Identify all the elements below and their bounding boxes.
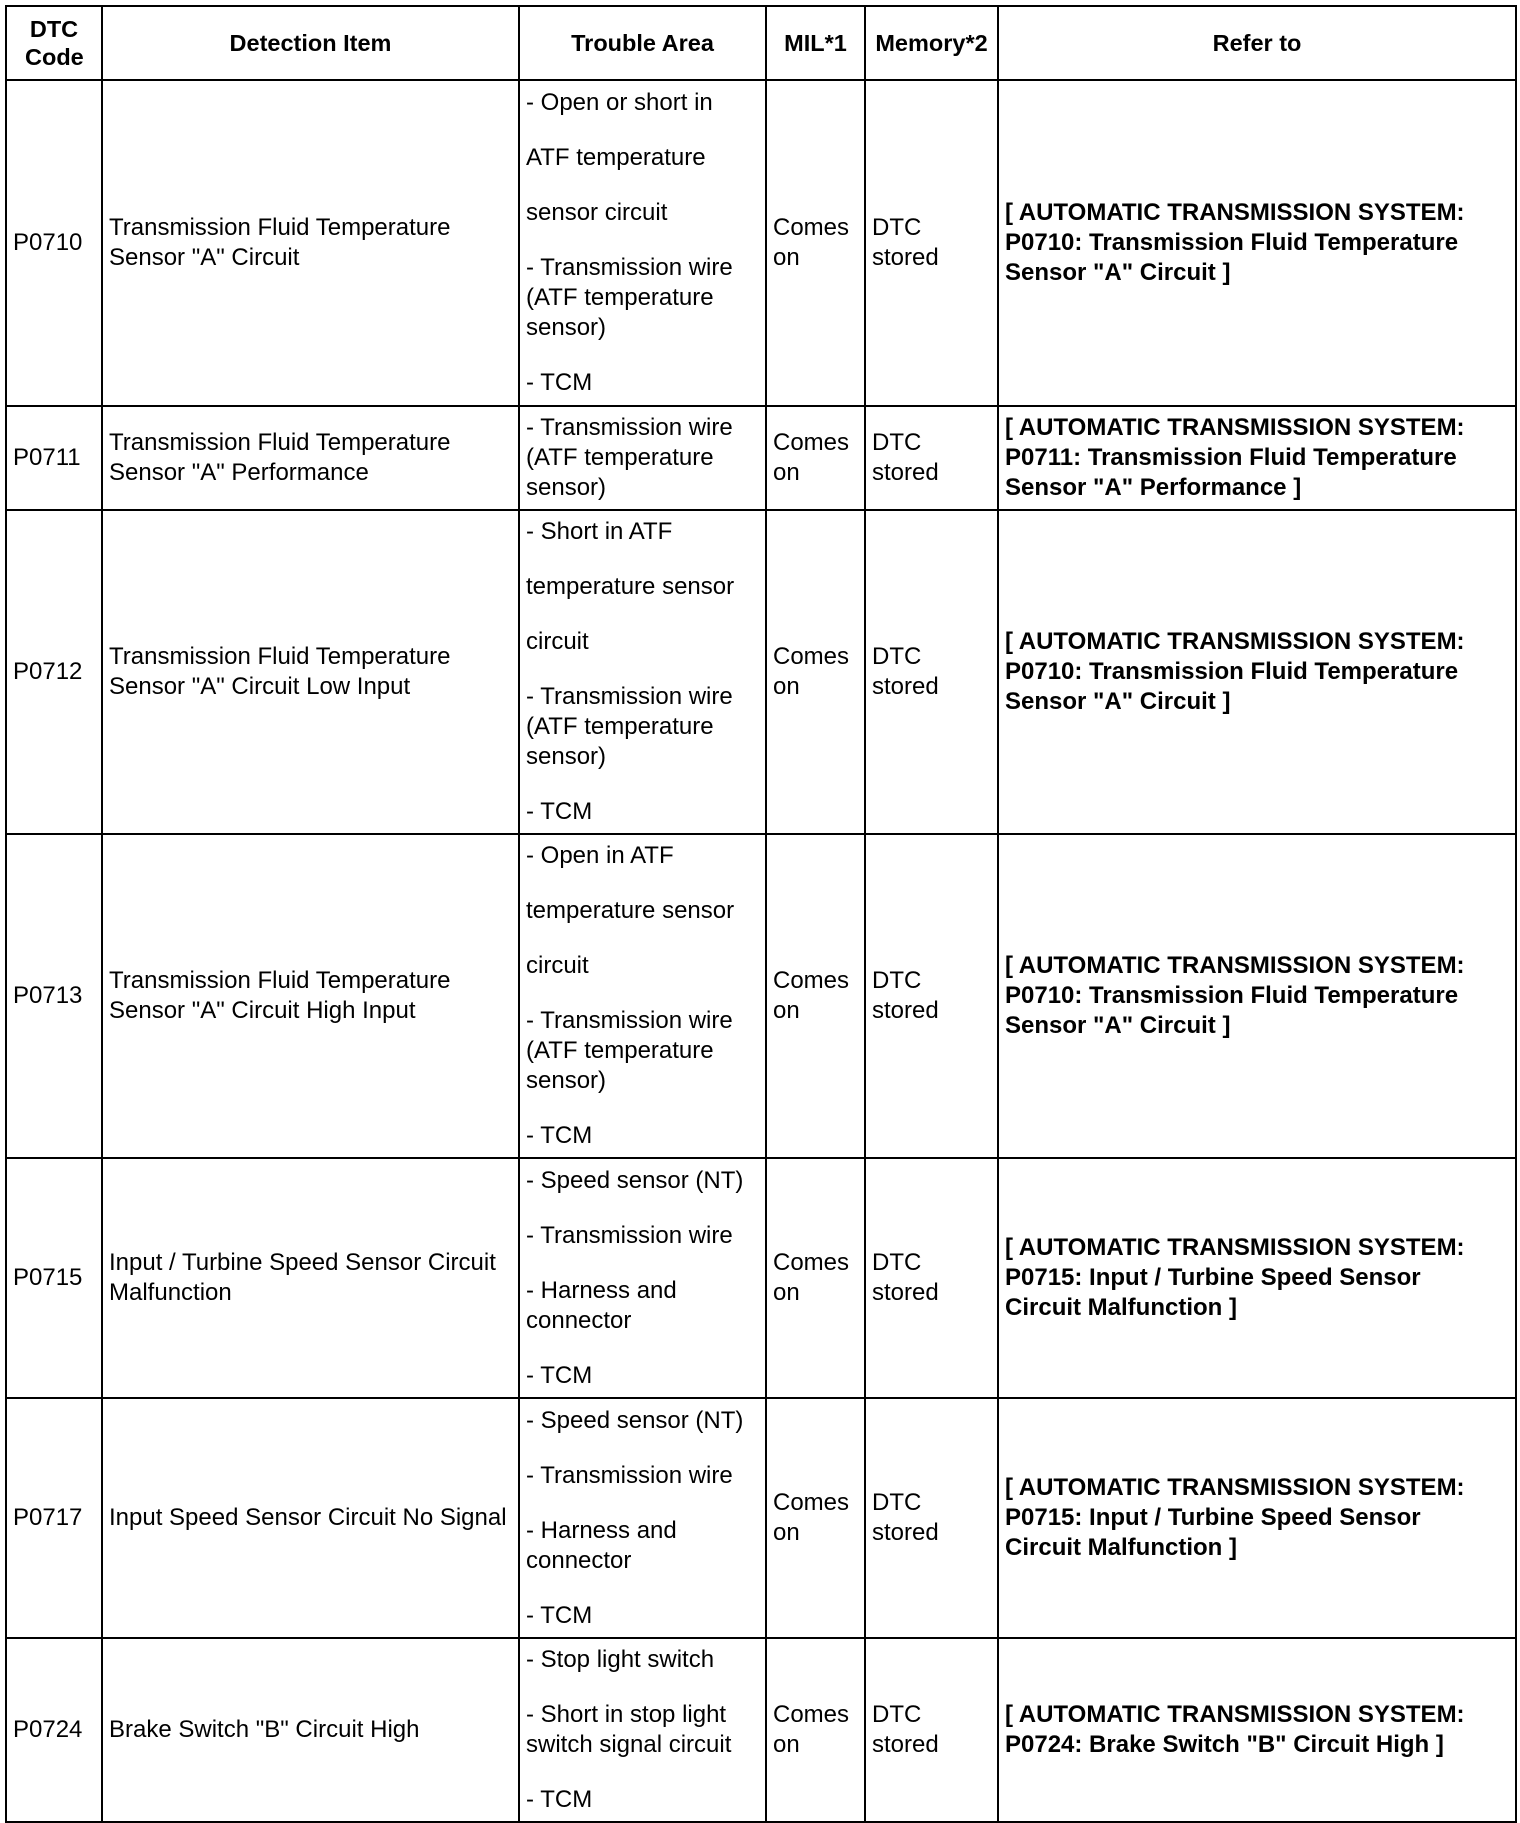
memory-cell: DTC stored bbox=[865, 510, 998, 834]
refer-to-cell bbox=[998, 80, 1516, 406]
trouble-area-item: circuit bbox=[526, 628, 589, 655]
trouble-area-cell bbox=[519, 510, 766, 834]
refer-to-line: P0710: Transmission Fluid Temperature bbox=[1005, 658, 1459, 685]
refer-to-cell bbox=[998, 1158, 1516, 1398]
trouble-area-item: - Transmission wire (ATF temperature sensor) bbox=[526, 683, 733, 770]
table-row bbox=[6, 510, 1516, 834]
trouble-area-cell bbox=[519, 1638, 766, 1822]
detection-item-cell: Input Speed Sensor Circuit No Signal bbox=[102, 1398, 519, 1638]
table-row bbox=[6, 406, 1516, 510]
header-memory: Memory*2 bbox=[865, 6, 998, 80]
dtc-code-cell: P0715 bbox=[6, 1158, 102, 1398]
memory-cell: DTC stored bbox=[865, 80, 998, 406]
refer-to-line: P0715: Input / Turbine Speed Sensor bbox=[1005, 1504, 1421, 1531]
table-row bbox=[6, 1158, 1516, 1398]
memory-cell: DTC stored bbox=[865, 1398, 998, 1638]
refer-to-line: [ AUTOMATIC TRANSMISSION SYSTEM: bbox=[1005, 952, 1465, 979]
memory-cell: DTC stored bbox=[865, 1638, 998, 1822]
trouble-area-item: ATF temperature bbox=[526, 144, 706, 171]
refer-to-line: [ AUTOMATIC TRANSMISSION SYSTEM: bbox=[1005, 414, 1465, 441]
memory-cell: DTC stored bbox=[865, 406, 998, 510]
trouble-area-item: circuit bbox=[526, 952, 589, 979]
trouble-area-item: - TCM bbox=[526, 1361, 593, 1389]
trouble-area-item: - TCM bbox=[526, 1122, 593, 1149]
table-body bbox=[6, 80, 1516, 1822]
memory-cell: DTC stored bbox=[865, 834, 998, 1158]
table-row bbox=[6, 1398, 1516, 1638]
trouble-area-item: - Harness and connector bbox=[526, 1276, 677, 1334]
trouble-area-item: - Short in ATF bbox=[526, 518, 673, 545]
mil-cell: Comes on bbox=[766, 1638, 865, 1822]
refer-to-cell bbox=[998, 406, 1516, 510]
detection-item-cell: Transmission Fluid Temperature Sensor "A" Circuit bbox=[102, 80, 519, 406]
trouble-area-cell bbox=[519, 1398, 766, 1638]
table-row bbox=[6, 834, 1516, 1158]
mil-cell: Comes on bbox=[766, 80, 865, 406]
detection-item-cell: Input / Turbine Speed Sensor Circuit Malfunction bbox=[102, 1158, 519, 1398]
trouble-area-item: - TCM bbox=[526, 369, 593, 396]
trouble-area-cell bbox=[519, 1158, 766, 1398]
detection-item-cell: Brake Switch "B" Circuit High bbox=[102, 1638, 519, 1822]
refer-to-line: [ AUTOMATIC TRANSMISSION SYSTEM: bbox=[1005, 1234, 1465, 1261]
header-mil: MIL*1 bbox=[766, 6, 865, 80]
refer-to-line: Sensor "A" Performance ] bbox=[1005, 474, 1302, 501]
detection-item-cell: Transmission Fluid Temperature Sensor "A" Circuit Low Input bbox=[102, 510, 519, 834]
trouble-area-item: - Transmission wire bbox=[526, 1461, 733, 1489]
trouble-area-cell bbox=[519, 834, 766, 1158]
refer-to-cell bbox=[998, 834, 1516, 1158]
refer-to-line: [ AUTOMATIC TRANSMISSION SYSTEM: bbox=[1005, 1474, 1465, 1501]
refer-to-line: [ AUTOMATIC TRANSMISSION SYSTEM: bbox=[1005, 1701, 1465, 1728]
trouble-area-item: - Transmission wire bbox=[526, 1221, 733, 1249]
memory-cell: DTC stored bbox=[865, 1158, 998, 1398]
trouble-area-item: - TCM bbox=[526, 798, 593, 825]
refer-to-line: Circuit Malfunction ] bbox=[1005, 1294, 1237, 1321]
refer-to-line: P0710: Transmission Fluid Temperature bbox=[1005, 982, 1459, 1009]
header-row bbox=[6, 6, 1516, 80]
dtc-code-cell: P0724 bbox=[6, 1638, 102, 1822]
dtc-table bbox=[5, 5, 1517, 1823]
refer-to-line: [ AUTOMATIC TRANSMISSION SYSTEM: bbox=[1005, 628, 1465, 655]
header-refer-to: Refer to bbox=[998, 6, 1516, 80]
trouble-area-item: - Transmission wire (ATF temperature sensor) bbox=[526, 254, 733, 341]
trouble-area-item: - TCM bbox=[526, 1601, 593, 1629]
trouble-area-item: temperature sensor bbox=[526, 897, 735, 924]
refer-to-line: P0711: Transmission Fluid Temperature bbox=[1005, 444, 1457, 471]
trouble-area-cell bbox=[519, 406, 766, 510]
header-trouble-area: Trouble Area bbox=[519, 6, 766, 80]
trouble-area-item: - Harness and connector bbox=[526, 1516, 677, 1574]
refer-to-cell bbox=[998, 510, 1516, 834]
trouble-area-item: - TCM bbox=[526, 1786, 593, 1813]
mil-cell: Comes on bbox=[766, 406, 865, 510]
dtc-code-cell: P0711 bbox=[6, 406, 102, 510]
mil-cell: Comes on bbox=[766, 834, 865, 1158]
trouble-area-item: - Short in stop light switch signal circuit bbox=[526, 1701, 732, 1758]
mil-cell: Comes on bbox=[766, 510, 865, 834]
refer-to-line: Sensor "A" Circuit ] bbox=[1005, 259, 1231, 286]
dtc-code-cell: P0710 bbox=[6, 80, 102, 406]
detection-item-cell: Transmission Fluid Temperature Sensor "A" Circuit High Input bbox=[102, 834, 519, 1158]
dtc-code-cell: P0712 bbox=[6, 510, 102, 834]
trouble-area-item: - Stop light switch bbox=[526, 1646, 715, 1673]
trouble-area-item: - Speed sensor (NT) bbox=[526, 1166, 744, 1194]
refer-to-line: Sensor "A" Circuit ] bbox=[1005, 688, 1231, 715]
trouble-area-item: sensor circuit bbox=[526, 199, 668, 226]
header-detection-item: Detection Item bbox=[102, 6, 519, 80]
dtc-code-cell: P0713 bbox=[6, 834, 102, 1158]
header-dtc-code: DTC Code bbox=[6, 6, 102, 80]
detection-item-cell: Transmission Fluid Temperature Sensor "A" Performance bbox=[102, 406, 519, 510]
refer-to-line: Sensor "A" Circuit ] bbox=[1005, 1012, 1231, 1039]
refer-to-line: [ AUTOMATIC TRANSMISSION SYSTEM: bbox=[1005, 199, 1465, 226]
trouble-area-item: temperature sensor bbox=[526, 573, 735, 600]
refer-to-line: P0715: Input / Turbine Speed Sensor bbox=[1005, 1264, 1421, 1291]
mil-cell: Comes on bbox=[766, 1158, 865, 1398]
mil-cell: Comes on bbox=[766, 1398, 865, 1638]
trouble-area-item: - Speed sensor (NT) bbox=[526, 1406, 744, 1434]
table-header bbox=[6, 6, 1516, 80]
table-row bbox=[6, 80, 1516, 406]
refer-to-line: P0710: Transmission Fluid Temperature bbox=[1005, 229, 1459, 256]
refer-to-cell bbox=[998, 1638, 1516, 1822]
refer-to-line: Circuit Malfunction ] bbox=[1005, 1534, 1237, 1561]
refer-to-cell bbox=[998, 1398, 1516, 1638]
trouble-area-item: - Transmission wire (ATF temperature sensor) bbox=[526, 1007, 733, 1094]
refer-to-line: P0724: Brake Switch "B" Circuit High ] bbox=[1005, 1731, 1444, 1758]
trouble-area-cell bbox=[519, 80, 766, 406]
trouble-area-item: - Open or short in bbox=[526, 89, 713, 116]
dtc-code-cell: P0717 bbox=[6, 1398, 102, 1638]
trouble-area-item: - Transmission wire (ATF temperature sensor) bbox=[526, 414, 733, 501]
table-row bbox=[6, 1638, 1516, 1822]
trouble-area-item: - Open in ATF bbox=[526, 842, 674, 869]
